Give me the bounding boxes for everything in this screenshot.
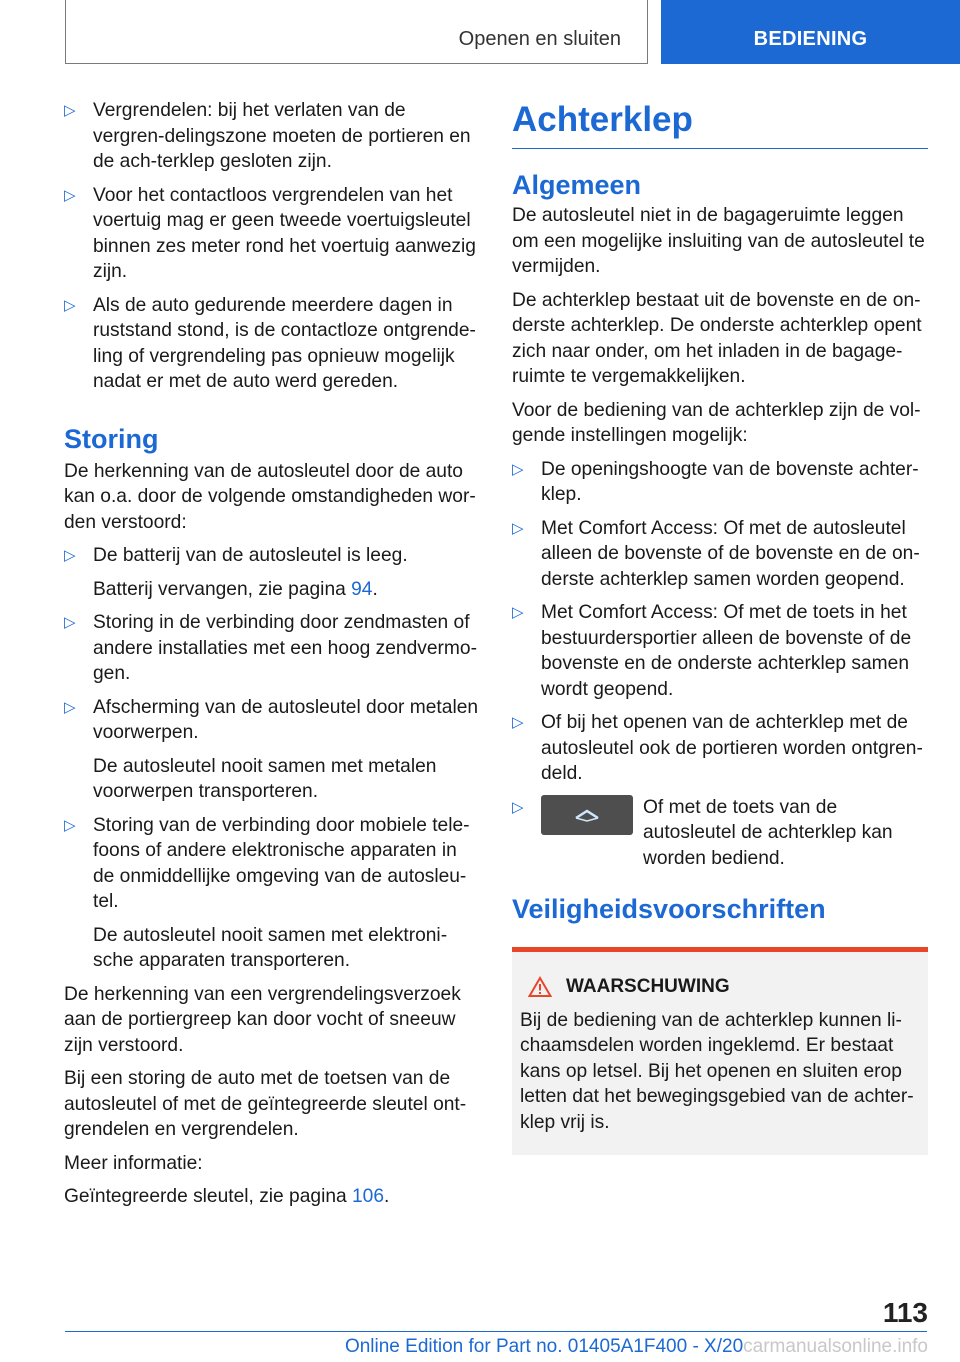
list-item: ▷ Afscherming van de autosleutel door metalen voorwerpen. De autosleutel nooit samen met metalen voorwerpen transporteren. <box>64 696 479 802</box>
footer-divider <box>65 1331 927 1332</box>
right-column <box>512 98 928 1155</box>
paragraph: Bij een storing de auto met de toetsen van de autosleutel of met de geïntegreerde sleutel ont-grendelen en vergrendelen. <box>64 1068 467 1140</box>
page-link-106[interactable]: 106 <box>352 1186 385 1207</box>
warning-title: WAARSCHUWING <box>566 976 730 997</box>
footer <box>0 1336 960 1358</box>
paragraph: De achterklep bestaat uit de bovenste en de on-derste achterklep. De onderste achterklep opent zich naar onder, om het inladen in de bagage-ruimte te vergemakkelijken. <box>512 289 922 387</box>
footer-edition: Online Edition for Part no. 01405A1F400 - X/20 <box>344 1336 744 1357</box>
storing-intro: De herkenning van de autosleutel door de auto kan o.a. door de volgende omstandigheden wor-den verstoord: <box>64 460 476 533</box>
paragraph: Voor de bediening van de achterklep zijn de vol-gende instellingen mogelijk: <box>512 399 921 446</box>
list-item: ▷ De batterij van de autosleutel is leeg. Batterij vervangen, zie pagina 94. <box>64 545 408 600</box>
header-section-title: Openen en sluiten <box>458 28 621 50</box>
paragraph: De autosleutel niet in de bagageruimte leggen om een mogelijke insluiting van de autosleutel te vermijden. <box>512 205 925 277</box>
triangle-bullet-icon: ▷ <box>64 186 76 204</box>
triangle-bullet-icon: ▷ <box>512 519 524 537</box>
triangle-bullet-icon: ▷ <box>64 698 76 716</box>
triangle-bullet-icon: ▷ <box>64 102 76 119</box>
tailgate-key-button-icon <box>541 795 633 835</box>
footer-watermark: carmanualsonline.info <box>743 1336 928 1357</box>
triangle-bullet-icon: ▷ <box>512 798 524 816</box>
list-item: ▷ Storing in de verbinding door zendmasten of andere installaties met een hoog zendvermo-gen. <box>64 612 477 684</box>
header-chapter-title: BEDIENING <box>753 28 868 50</box>
list-item: ▷ Met Comfort Access: Of met de autosleutel alleen de bovenste of de bovenste en de on-derste achterklep samen worden geopend. <box>512 517 920 590</box>
safety-heading: Veiligheidsvoorschriften <box>512 894 826 924</box>
list-item: ▷ Voor het contactloos vergrendelen van het voertuig mag er geen tweede voertuigsleutel binnen zes meter rond het voertuig aanwezig zijn. <box>64 184 476 282</box>
page-link-94[interactable]: 94 <box>351 578 373 600</box>
list-item: ▷ Met Comfort Access: Of met de toets in het bestuurdersportier alleen de bovenste of de bovenste en de onderste achterklep samen wordt geopend. <box>512 602 912 700</box>
list-item: ▷ Als de auto gedurende meerdere dagen in ruststand stond, is de contactloze ontgrende-ling of vergrendeling pas opnieuw mogelijk nadat er met de auto werd gereden. <box>64 294 476 392</box>
left-column <box>64 98 480 1218</box>
list-item: ▷ Of met de toets van de autosleutel de achterklep kan worden bediend. <box>512 796 893 869</box>
paragraph: Geïntegreerde sleutel, zie pagina 106. <box>64 1186 390 1207</box>
triangle-bullet-icon: ▷ <box>512 604 524 621</box>
paragraph: Meer informatie: <box>64 1152 203 1174</box>
warning-text: Bij de bediening van de achterklep kunnen li-chaamsdelen worden ingeklemd. Er bestaat kans op letsel. Bij het openen en sluiten erop letten dat het bewegingsgebied van de achter-klep vrij is. <box>520 1009 914 1133</box>
triangle-bullet-icon: ▷ <box>512 460 524 478</box>
header-section-box <box>65 0 648 64</box>
storing-heading: Storing <box>64 423 159 454</box>
list-item: ▷ De openingshoogte van de bovenste achter-klep. <box>512 458 919 505</box>
warning-box <box>512 947 928 1155</box>
algemeen-heading: Algemeen <box>512 170 642 200</box>
list-item: ▷ Storing van de verbinding door mobiele tele-foons of andere elektronische apparaten in de onmiddellijke omgeving van de autosleu-tel. De autosleutel nooit samen met elektroni-sche apparaten transporteren. <box>64 814 470 971</box>
triangle-bullet-icon: ▷ <box>64 614 76 631</box>
triangle-bullet-icon: ▷ <box>64 547 76 564</box>
triangle-bullet-icon: ▷ <box>64 296 76 314</box>
warning-triangle-icon <box>528 976 552 998</box>
list-item: ▷ Of bij het openen van de achterklep met de autosleutel ook de portieren worden ontgren-deld. <box>512 712 923 784</box>
section-title: Achterklep <box>512 98 928 149</box>
paragraph: De herkenning van een vergrendelingsverzoek aan de portiergreep kan door vocht of sneeuw zijn verstoord. <box>64 983 461 1056</box>
triangle-bullet-icon: ▷ <box>512 714 524 731</box>
list-item: ▷ Vergrendelen: bij het verlaten van de vergren-delingszone moeten de portieren en de ach-terklep gesloten zijn. <box>64 100 471 172</box>
header-chapter-box <box>661 0 960 64</box>
triangle-bullet-icon: ▷ <box>64 816 76 834</box>
page-number: 113 <box>882 1297 928 1328</box>
